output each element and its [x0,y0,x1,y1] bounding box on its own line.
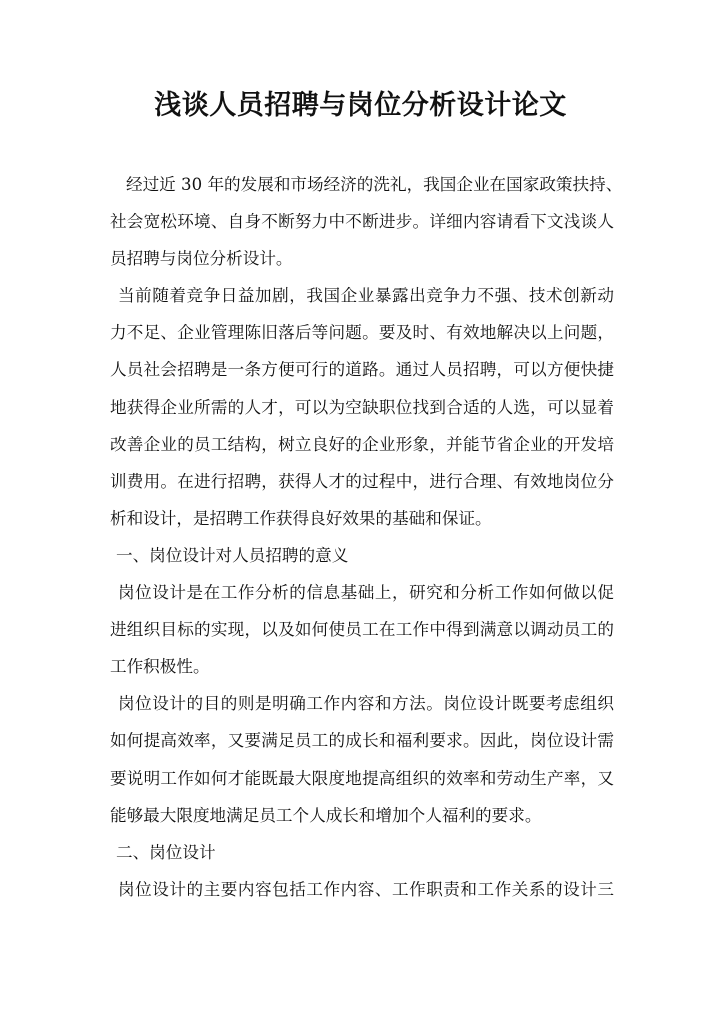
paragraph-background [110,277,614,537]
section-heading-1: 一、岗位设计对人员招聘的意义 [116,545,349,565]
paragraph-content [110,871,614,908]
text-line: 人员社会招聘是一条方便可行的道路。通过人员招聘，可以方便快捷 [110,360,614,380]
paragraph-definition [110,574,614,685]
text-line: 力不足、企业管理陈旧落后等问题。要及时、有效地解决以上问题， [110,323,614,343]
text-line: 地获得企业所需的人才，可以为空缺职位找到合适的人选，可以显着 [110,397,614,417]
text-line: 岗位设计的主要内容包括工作内容、工作职责和工作关系的设计三 [118,879,614,899]
document-body [110,166,623,908]
text-line: 岗位设计的目的则是明确工作内容和方法。岗位设计既要考虑组织 [118,694,614,714]
text-line: 社会宽松环境、自身不断努力中不断进步。详细内容请看下文浅谈人 [110,212,614,232]
section-heading-2: 二、岗位设计 [116,842,216,862]
text-line: 进组织目标的实现，以及如何使员工在工作中得到满意以调动员工的 [110,620,614,640]
document-title: 浅谈人员招聘与岗位分析设计论文 [154,90,567,121]
text-line: 岗位设计是在工作分析的信息基础上，研究和分析工作如何做以促 [118,583,614,603]
text-line: 工作积极性。 [110,657,210,677]
text-line: 当前随着竞争日益加剧，我国企业暴露出竞争力不强、技术创新动 [118,286,614,306]
text-line: 要说明工作如何才能既最大限度地提高组织的效率和劳动生产率，又 [110,768,614,788]
text-line: 员招聘与岗位分析设计。 [110,249,293,269]
text-line: 能够最大限度地满足员工个人成长和增加个人福利的要求。 [110,805,542,825]
text-line: 经过近 30 年的发展和市场经济的洗礼，我国企业在国家政策扶持、 [126,175,623,194]
text-line: 改善企业的员工结构，树立良好的企业形象，并能节省企业的开发培 [110,434,614,454]
text-line: 训费用。在进行招聘，获得人才的过程中，进行合理、有效地岗位分 [110,471,614,491]
text-line: 如何提高效率，又要满足员工的成长和福利要求。因此，岗位设计需 [110,731,614,751]
paragraph-intro [110,166,623,277]
text-line: 析和设计，是招聘工作获得良好效果的基础和保证。 [110,508,492,528]
paragraph-purpose [110,685,614,833]
